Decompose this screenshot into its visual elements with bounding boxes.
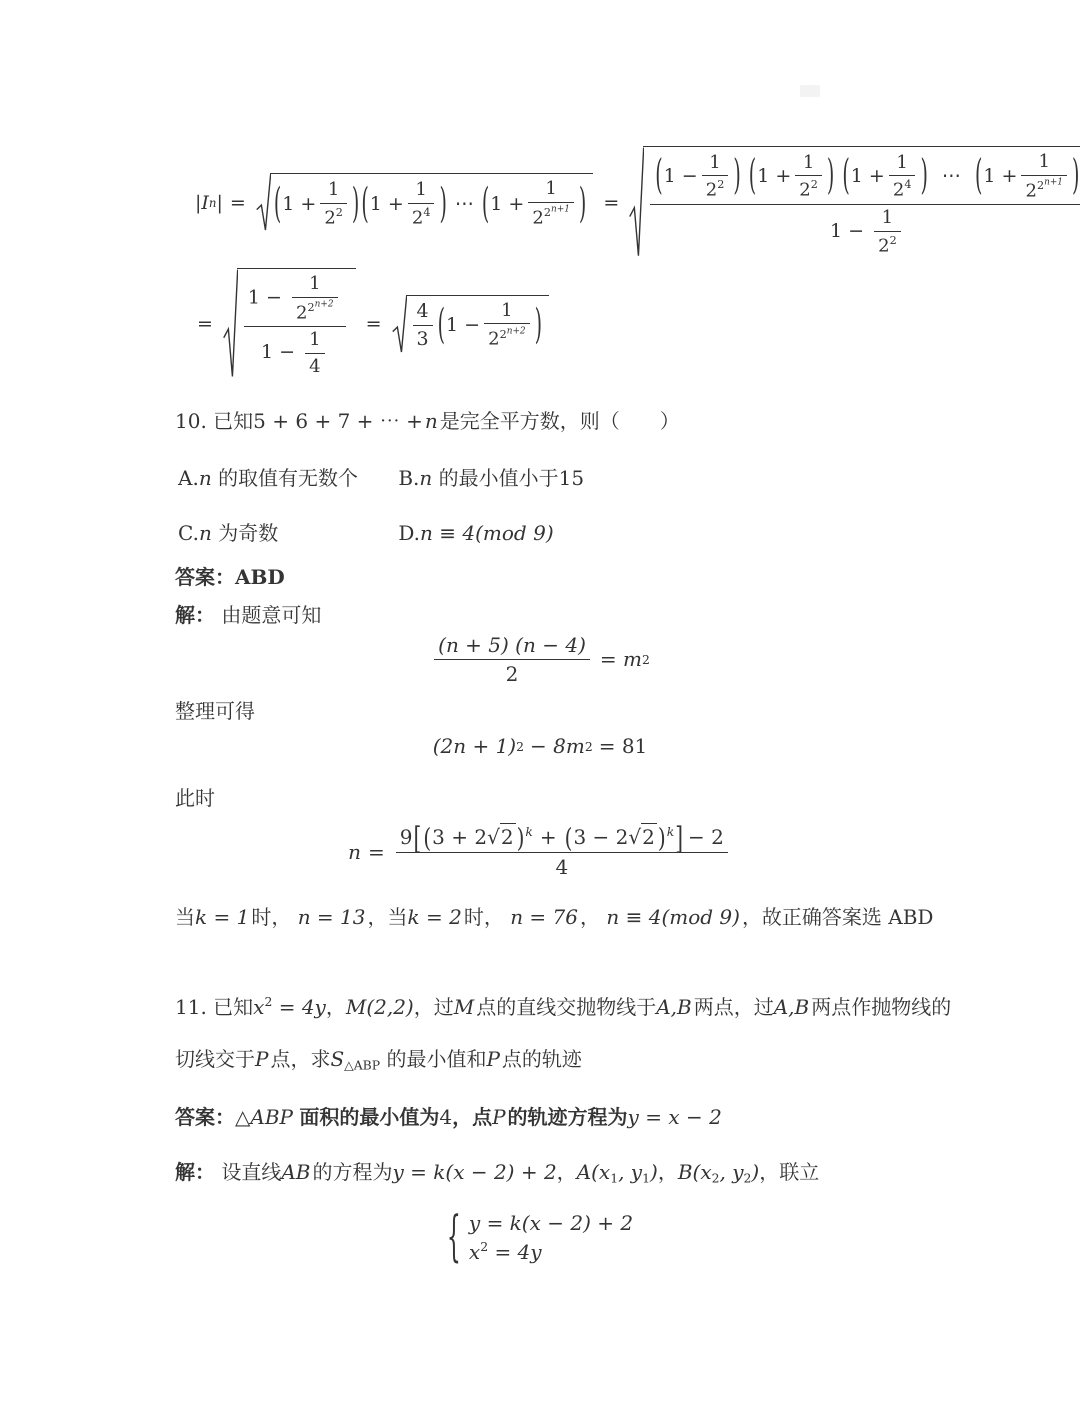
math-token: M(2,2) xyxy=(345,995,414,1019)
denominator: 4 xyxy=(309,355,321,377)
exp-exp: n+1 xyxy=(1044,177,1063,188)
paren: ) xyxy=(920,152,928,200)
cdots: ⋯ xyxy=(941,164,961,187)
answer-label: 答案： xyxy=(175,565,235,589)
equals-sign: = xyxy=(197,313,213,336)
bracket: ] xyxy=(675,819,684,857)
formula-n-closed-form xyxy=(0,818,1080,886)
sqrt-big-fraction xyxy=(629,146,1080,260)
sqrt-result xyxy=(392,295,550,354)
paren: ( xyxy=(842,152,850,200)
system-line-1 xyxy=(469,1209,633,1238)
math-token: 1 + xyxy=(983,165,1018,188)
stem-text: 是完全平方数，则（ ） xyxy=(439,409,680,433)
paren: ) xyxy=(516,822,525,854)
exponent: 2 xyxy=(717,178,725,192)
paren: ) xyxy=(826,152,835,200)
stem-math: 5 + 6 + 7 + ⋯ + xyxy=(253,409,423,433)
sub-n: n xyxy=(208,195,217,210)
fraction xyxy=(889,152,916,202)
numerator: 1 xyxy=(415,179,427,201)
fraction xyxy=(874,207,901,257)
subscript: 1 xyxy=(642,1170,650,1186)
fraction xyxy=(305,329,324,377)
big-fraction xyxy=(396,819,728,880)
sqrt-product xyxy=(256,173,593,232)
math-token: P xyxy=(492,1105,506,1129)
exponent: 2 xyxy=(516,738,525,754)
radical-icon xyxy=(256,173,271,232)
cn-text: ，当 xyxy=(367,905,408,929)
math-token: k = 2 xyxy=(407,905,462,929)
brace: { xyxy=(446,1207,461,1269)
scan-artifact xyxy=(800,85,820,97)
answer-label: 答案： xyxy=(175,1105,235,1129)
formula-In-step2 xyxy=(197,268,552,380)
math-token: 3 − 2 xyxy=(573,824,629,849)
math-token: = 81 xyxy=(598,734,648,758)
paren: ) xyxy=(534,301,543,349)
fraction xyxy=(434,633,590,686)
paren: ) xyxy=(439,180,447,228)
q10-conclusion xyxy=(175,902,933,932)
denominator-base: 2 xyxy=(296,302,308,324)
plus-sign: + xyxy=(539,824,557,849)
exponent: 2 xyxy=(810,178,818,192)
cn-text: ， xyxy=(556,1160,577,1184)
big-fraction xyxy=(244,273,346,377)
fraction xyxy=(702,152,729,202)
factor xyxy=(748,152,836,202)
paren: ( xyxy=(437,301,446,349)
math-token: A(x xyxy=(576,1160,611,1184)
denominator-base: 2 xyxy=(799,179,811,201)
radicand: 2 xyxy=(500,824,514,849)
denominator: 2 xyxy=(505,661,519,686)
factor xyxy=(437,300,543,351)
cn-text: ，联立 xyxy=(759,1160,820,1184)
exp-exp: n+2 xyxy=(314,299,334,310)
cn-text: ， xyxy=(325,995,346,1019)
denominator-base: 2 xyxy=(488,329,500,351)
fraction xyxy=(528,178,574,229)
q11-answer-line xyxy=(175,1102,722,1132)
math-token: 1 − xyxy=(247,286,282,309)
math-token: , y xyxy=(618,1160,643,1184)
numerator: 1 xyxy=(545,178,557,200)
fraction xyxy=(320,179,347,229)
exponent: 2 xyxy=(264,993,273,1009)
math-token: − 2 xyxy=(688,824,724,849)
option-d-label: D. xyxy=(398,521,421,545)
answer-value: ABD xyxy=(235,565,285,589)
big-fraction xyxy=(650,151,1080,257)
numerator: 1 xyxy=(709,151,721,173)
equals-sign: = xyxy=(368,840,385,864)
numerator: 1 xyxy=(881,207,894,229)
math-token: (2n + 1) xyxy=(432,734,517,758)
cn-text: 点的直线交抛物线于 xyxy=(476,995,657,1019)
paren: ( xyxy=(361,180,369,228)
exponent: 2 xyxy=(889,233,897,247)
fraction xyxy=(408,179,435,229)
numerator: 1 xyxy=(802,151,815,173)
math-token: 9 xyxy=(399,824,413,849)
math-token: 1 + xyxy=(490,192,525,215)
math-token: 1 − xyxy=(260,341,296,364)
formula-In-step1 xyxy=(195,146,1080,260)
math-token: 4 xyxy=(439,1105,453,1129)
sqrt-fraction xyxy=(223,268,356,380)
exponent: 4 xyxy=(904,178,912,192)
system-line-2 xyxy=(469,1238,633,1267)
math-token: 3 + 2 xyxy=(432,824,488,849)
numerator: 1 xyxy=(327,179,340,201)
numerator: 1 xyxy=(896,151,908,173)
option-b-label: B. xyxy=(398,466,420,490)
subscript: 1 xyxy=(610,1170,619,1186)
exponent: 2 xyxy=(335,205,343,219)
math-token: S xyxy=(330,1047,345,1071)
option-c-text: 为奇数 xyxy=(218,521,279,545)
cn-text: 点的轨迹 xyxy=(501,1047,582,1071)
exponent xyxy=(544,206,570,219)
option-d-math: n ≡ 4(mod 9) xyxy=(420,521,554,545)
paren: ) xyxy=(1072,152,1080,200)
option-c-var: n xyxy=(198,521,212,545)
cn-text: 的方程为 xyxy=(312,1160,393,1184)
numerator: (n + 5) (n − 4) xyxy=(438,632,586,657)
solution-label: 解： xyxy=(175,1160,215,1184)
rhs: = m xyxy=(599,647,642,671)
math-token: − 8m xyxy=(530,734,585,758)
math-token: △ABP xyxy=(235,1105,293,1129)
math-token: P xyxy=(486,1047,500,1071)
radicand: 2 xyxy=(642,824,655,849)
cn-text: 点，求 xyxy=(270,1047,331,1071)
numerator: 1 xyxy=(309,329,321,351)
option-c-label: C. xyxy=(178,521,199,545)
formula-system xyxy=(0,1207,1080,1269)
math-token: x xyxy=(468,1240,481,1265)
math-token: y = k(x − 2) + 2 xyxy=(468,1210,634,1235)
cn-text: 当 xyxy=(175,905,195,929)
math-token: 1 + xyxy=(369,192,404,215)
option-a-var: n xyxy=(198,466,212,490)
cn-text: 的轨迹方程为 xyxy=(507,1105,628,1129)
exponent: 2 xyxy=(641,651,650,667)
cn-text: ，过 xyxy=(413,995,454,1019)
factor xyxy=(481,178,587,229)
math-token: 1 − xyxy=(446,314,481,337)
option-c xyxy=(178,518,392,548)
q10-answer-line xyxy=(175,562,285,592)
paren: ) xyxy=(657,822,666,854)
math-token: ) xyxy=(650,1160,658,1184)
equals-sign: = xyxy=(365,313,382,336)
fraction xyxy=(413,300,433,351)
exponent xyxy=(500,328,526,341)
math-token: = 4y xyxy=(278,995,326,1019)
cn-text: ，点 xyxy=(452,1105,493,1129)
numerator: 4 xyxy=(416,299,429,322)
denominator-base: 2 xyxy=(1025,180,1037,202)
question-number: 10. 已知 xyxy=(175,409,254,433)
math-token: n ≡ 4(mod 9) xyxy=(606,905,740,929)
stem-var: n xyxy=(424,409,438,433)
paren: ) xyxy=(351,180,360,228)
abs-bar: | xyxy=(195,191,202,214)
numerator: 1 xyxy=(501,299,513,321)
subscript: 2 xyxy=(743,1170,752,1186)
cn-text: 的最小值和 xyxy=(386,1047,487,1071)
fraction xyxy=(1021,151,1067,202)
paren: ( xyxy=(748,152,757,200)
math-token: , y xyxy=(719,1160,744,1184)
cn-text: ， xyxy=(657,1160,678,1184)
exp-base: 2 xyxy=(543,206,551,220)
cn-text: 时， xyxy=(463,905,504,929)
var-I: I xyxy=(201,191,209,214)
fraction xyxy=(795,152,822,202)
math-token: y = x − 2 xyxy=(627,1105,722,1129)
question-number: 11. 已知 xyxy=(175,995,254,1019)
exp-base: 2 xyxy=(1036,179,1045,193)
paren: ( xyxy=(273,180,282,228)
lhs-var: n xyxy=(348,840,362,864)
formula-2n1 xyxy=(0,733,1080,759)
option-b-var: n xyxy=(419,466,433,490)
denominator-base: 2 xyxy=(411,206,424,228)
equals-sign: = xyxy=(603,191,620,214)
cn-text: ，故正确答案选 ABD xyxy=(741,905,934,929)
bracket: [ xyxy=(413,819,422,857)
exp-base: 2 xyxy=(307,301,315,315)
math-token: x xyxy=(253,995,265,1019)
denominator-base: 2 xyxy=(892,179,905,201)
cn-text: 时， xyxy=(251,905,292,929)
equals-sign: = xyxy=(229,191,246,214)
math-token: M xyxy=(453,995,475,1019)
option-b-text: 的最小值小于15 xyxy=(438,466,585,490)
paren: ( xyxy=(655,152,663,200)
denominator-base: 2 xyxy=(324,206,336,228)
q11-solution-line xyxy=(175,1157,819,1188)
cn-text: 两点作抛物线的 xyxy=(811,995,952,1019)
math-token: 1 − xyxy=(829,219,865,242)
fraction xyxy=(292,273,338,324)
exponent: 4 xyxy=(423,205,431,219)
radical-icon xyxy=(629,146,644,260)
option-b xyxy=(398,466,584,490)
exponent: 2 xyxy=(584,738,593,754)
exponent-k: k xyxy=(525,823,533,839)
equation-system xyxy=(447,1209,633,1267)
radical-icon xyxy=(392,295,407,354)
solution-label: 解： xyxy=(175,603,215,627)
options-row-2 xyxy=(178,518,554,548)
q10-step2-text xyxy=(175,696,255,726)
subscript: △ABP xyxy=(344,1057,381,1073)
step-text: 此时 xyxy=(175,786,215,810)
math-token: A,B xyxy=(656,995,692,1019)
math-token: B(x xyxy=(677,1160,712,1184)
radical-icon: √ xyxy=(628,824,642,849)
paren: ( xyxy=(423,822,432,854)
denominator-base: 2 xyxy=(532,207,544,229)
exp-exp: n+1 xyxy=(550,204,570,215)
cn-text: 面积的最小值为 xyxy=(299,1105,440,1129)
math-token: AB xyxy=(281,1160,311,1184)
paren: ) xyxy=(578,180,587,228)
cn-text: 切线交于 xyxy=(175,1047,255,1071)
cn-text: 两点，过 xyxy=(693,995,774,1019)
math-token: P xyxy=(255,1047,269,1071)
option-a-text: 的取值有无数个 xyxy=(218,466,359,490)
exp-base: 2 xyxy=(499,327,507,341)
math-token: 1 − xyxy=(663,165,698,188)
math-token: y = k(x − 2) + 2 xyxy=(392,1160,557,1184)
radical-icon xyxy=(223,268,238,380)
denominator-base: 2 xyxy=(705,179,718,201)
question-10-stem xyxy=(175,406,680,436)
factor xyxy=(654,152,742,202)
math-token: 1 + xyxy=(757,165,792,188)
q10-step3-text xyxy=(175,783,215,813)
option-a xyxy=(178,463,392,493)
math-token: k = 1 xyxy=(195,905,250,929)
denominator-base: 2 xyxy=(878,234,890,256)
math-token: 1 + xyxy=(282,192,317,215)
radical-icon: √ xyxy=(487,824,500,849)
factor xyxy=(974,151,1080,202)
cn-text: ， xyxy=(580,905,600,929)
abs-bar: | xyxy=(216,191,223,214)
numerator: 1 xyxy=(309,273,321,294)
option-d xyxy=(398,521,553,545)
numerator: 1 xyxy=(1038,151,1050,172)
exponent xyxy=(1037,179,1063,192)
paren: ( xyxy=(481,180,490,228)
exp-exp: n+2 xyxy=(506,326,526,337)
factor xyxy=(360,179,448,229)
denominator: 3 xyxy=(416,327,429,350)
cdots: ⋯ xyxy=(454,192,474,215)
paren: ( xyxy=(564,822,573,854)
math-token: n = 76 xyxy=(510,905,578,929)
sqrt-2 xyxy=(628,823,656,849)
factor xyxy=(273,179,361,229)
subscript: 2 xyxy=(711,1170,720,1186)
math-token: = 4y xyxy=(494,1240,542,1265)
question-11-stem-line2 xyxy=(175,1044,582,1075)
math-token: 1 + xyxy=(850,165,885,188)
denominator: 4 xyxy=(555,855,569,880)
sqrt-2 xyxy=(487,823,515,849)
q10-solution-intro xyxy=(175,600,321,630)
math-token: ) xyxy=(751,1160,760,1184)
exponent xyxy=(308,301,334,314)
math-token: A,B xyxy=(773,995,810,1019)
question-11-stem-line1 xyxy=(175,992,951,1022)
paren: ) xyxy=(733,152,741,200)
cn-text: 设直线 xyxy=(221,1160,282,1184)
formula-n5n4 xyxy=(0,630,1080,688)
factor xyxy=(841,152,929,202)
paren: ( xyxy=(974,152,983,200)
exponent-k: k xyxy=(666,823,675,839)
math-token: n = 13 xyxy=(297,905,366,929)
options-row-1 xyxy=(178,463,584,493)
solution-text: 由题意可知 xyxy=(221,603,322,627)
exponent: 2 xyxy=(480,1238,489,1254)
fraction xyxy=(484,300,530,351)
step-text: 整理可得 xyxy=(175,699,255,723)
option-a-label: A. xyxy=(178,466,199,490)
